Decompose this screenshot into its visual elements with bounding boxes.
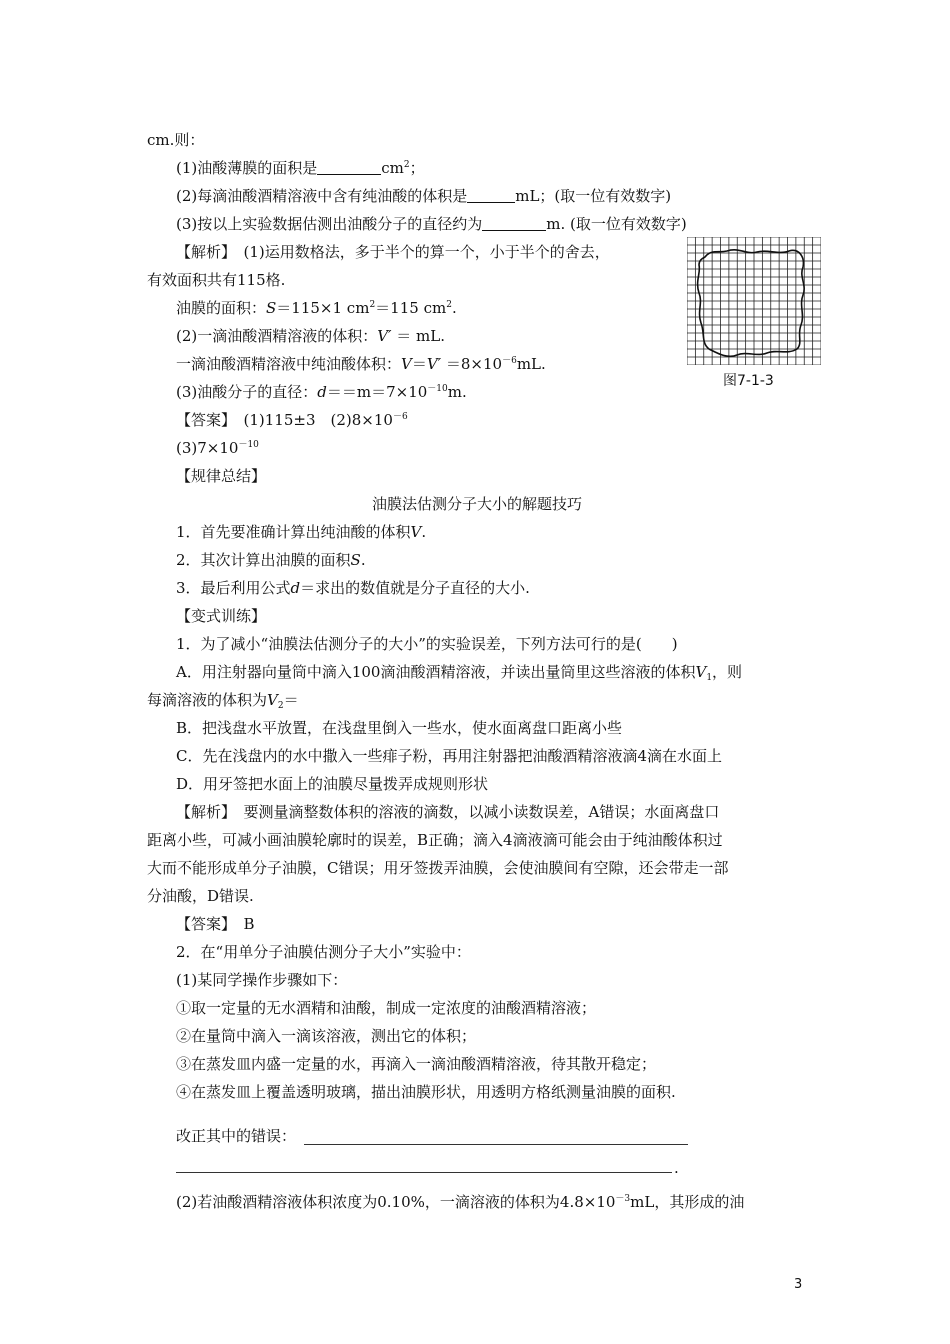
formula-line: 油膜的面积：S＝115×1 $cm^2=115$ $cm^2$. bbox=[176, 299, 457, 317]
analysis-heading: 【解析】 (1)运用数格法，多于半个的算一个，小于半个的舍去， bbox=[176, 243, 610, 261]
step-item: ③在蒸发皿内盛一定量的水，再滴入一滴油酸酒精溶液，待其散开稳定； bbox=[176, 1055, 657, 1073]
grid-lines bbox=[687, 237, 821, 365]
exercise-question: 1．为了减小“油膜法估测分子的大小”的实验误差，下列方法可行的是( ) bbox=[176, 635, 678, 653]
period: . bbox=[674, 1159, 679, 1177]
figure-caption: 图7-1-3 bbox=[723, 373, 774, 389]
answer-blank bbox=[467, 188, 515, 203]
answer-blank-line bbox=[304, 1144, 688, 1145]
step-item: ④在蒸发皿上覆盖透明玻璃，描出油膜形状，用透明方格纸测量油膜的面积. bbox=[176, 1083, 676, 1101]
option-c: C．先在浅盘内的水中撒入一些痱子粉，再用注射器把油酸酒精溶液滴4滴在水面上 bbox=[176, 747, 723, 765]
option-a: A．用注射器向量筒中滴入100滴油酸酒精溶液，并读出量筒里这些溶液的体积$V_1$，则 bbox=[176, 663, 743, 683]
option-d: D．用牙签把水面上的油膜尽量拨弄成规则形状 bbox=[176, 775, 489, 793]
answer-line: 【答案】 (1)115±3 $(2)8\times 10^{-6}$ bbox=[176, 411, 408, 429]
section-title: 油膜法估测分子大小的解题技巧 bbox=[371, 495, 582, 513]
question-1: (1)油酸薄膜的面积是 $cm^2$； bbox=[176, 159, 425, 177]
correction-prompt: 改正其中的错误： bbox=[176, 1127, 297, 1145]
sub-question: (2)若油酸酒精溶液体积浓度为0.10%，一滴溶液的体积为$4.8\times 10^{-3}mL$，其形成的油 bbox=[176, 1193, 745, 1211]
formula-line: 一滴油酸酒精溶液中纯油酸体积：$V=V' =8\times 10^{-6}mL$. bbox=[176, 355, 546, 373]
formula-line: (2)一滴油酸酒精溶液的体积：V′ ＝ mL. bbox=[176, 327, 445, 345]
exercise-heading: 【变式训练】 bbox=[176, 607, 267, 625]
answer-blank-line bbox=[176, 1172, 672, 1173]
grid-oil-film-figure bbox=[687, 237, 821, 365]
summary-heading: 【规律总结】 bbox=[176, 467, 267, 485]
answer-blank bbox=[482, 216, 546, 231]
answer-line: $(3)7\times 10^{-10}$ bbox=[176, 439, 259, 457]
tip-item: 3．最后利用公式d＝求出的数值就是分子直径的大小. bbox=[176, 579, 530, 597]
option-a-continued: 每滴溶液的体积为$V_2=$ bbox=[147, 691, 299, 711]
answer-line: 【答案】 B bbox=[176, 915, 255, 933]
formula-line: (3)油酸分子的直径：$d==m=7\times 10^{-10}m$. bbox=[176, 383, 467, 401]
option-b: B．把浅盘水平放置，在浅盘里倒入一些水，使水面离盘口距离小些 bbox=[176, 719, 623, 737]
sub-question: (1)某同学操作步骤如下： bbox=[176, 971, 348, 989]
text-line: cm.则： bbox=[147, 131, 205, 149]
exercise-question: 2．在“用单分子油膜估测分子大小”实验中： bbox=[176, 943, 471, 961]
answer-blank bbox=[317, 160, 381, 175]
text-line: 有效面积共有115格. bbox=[147, 271, 286, 289]
analysis-paragraph: 距离小些，可减小画油膜轮廓时的误差，B正确；滴入4滴液滴可能会由于纯油酸体积过 bbox=[147, 831, 723, 849]
analysis-paragraph: 【解析】 要测量滴整数体积的溶液的滴数，以减小读数误差，A错误；水面离盘口 bbox=[176, 803, 720, 821]
oil-film-outline bbox=[698, 250, 805, 356]
tip-item: 1．首先要准确计算出纯油酸的体积V. bbox=[176, 523, 427, 541]
question-3: (3)按以上实验数据估测出油酸分子的直径约为 m. (取一位有效数字) bbox=[176, 215, 687, 233]
step-item: ②在量筒中滴入一滴该溶液，测出它的体积； bbox=[176, 1027, 477, 1045]
analysis-paragraph: 大而不能形成单分子油膜，C错误；用牙签拨弄油膜，会使油膜间有空隙，还会带走一部 bbox=[147, 859, 729, 877]
question-2: (2)每滴油酸酒精溶液中含有纯油酸的体积是 mL；(取一位有效数字) bbox=[176, 187, 672, 205]
page-number: 3 bbox=[794, 1277, 803, 1292]
analysis-paragraph: 分油酸，D错误. bbox=[147, 887, 254, 905]
tip-item: 2．其次计算出油膜的面积S. bbox=[176, 551, 366, 569]
step-item: ①取一定量的无水酒精和油酸，制成一定浓度的油酸酒精溶液； bbox=[176, 999, 597, 1017]
